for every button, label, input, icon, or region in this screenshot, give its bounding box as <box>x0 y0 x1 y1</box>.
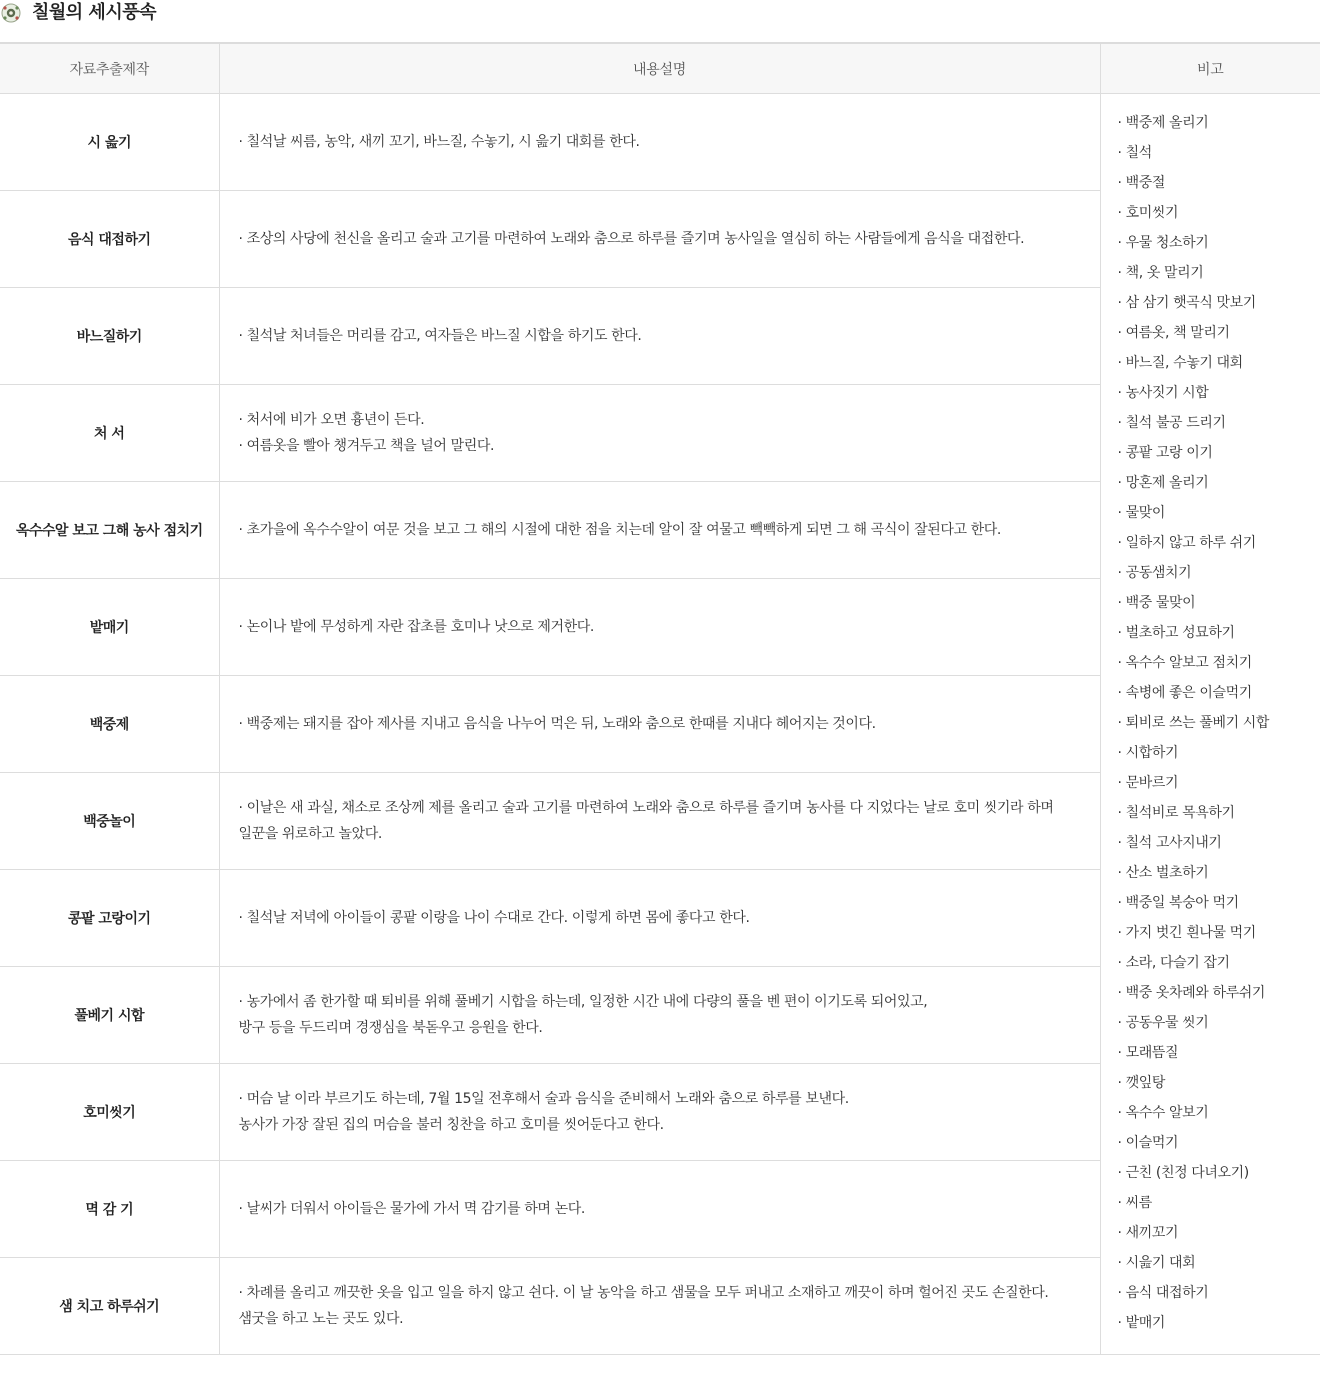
description-line: · 농가에서 좀 한가할 때 퇴비를 위해 풀베기 시합을 하는데, 일정한 시간 내에 다량의 풀을 벤 편이 이기도록 되어있고, <box>238 994 928 1010</box>
custom-name: 풀베기 시합 <box>0 967 219 1064</box>
header-source: 자료추출제작 <box>0 43 219 94</box>
custom-description <box>219 1064 1100 1161</box>
note-item: · 여름옷, 책 말리기 <box>1117 325 1230 341</box>
description-line: · 조상의 사당에 천신을 올리고 술과 고기를 마련하여 노래와 춤으로 하루를 즐기며 농사일을 열심히 하는 사람들에게 음식을 대접한다. <box>238 231 1025 247</box>
note-item: · 퇴비로 쓰는 풀베기 시합 <box>1117 715 1269 731</box>
custom-name: 밭매기 <box>0 579 219 676</box>
description-line: · 칠석날 씨름, 농악, 새끼 꼬기, 바느질, 수놓기, 시 읊기 대회를 한다. <box>238 134 640 150</box>
custom-name: 처 서 <box>0 385 219 482</box>
description-line: · 차례를 올리고 깨끗한 옷을 입고 일을 하지 않고 쉰다. 이 날 농악을 하고 샘물을 모두 퍼내고 소재하고 깨끗이 하며 헐어진 곳도 손질한다. <box>238 1285 1049 1301</box>
note-item: · 망혼제 올리기 <box>1117 475 1209 491</box>
description-line: · 초가을에 옥수수알이 여문 것을 보고 그 해의 시절에 대한 점을 치는데 알이 잘 여물고 빽빽하게 되면 그 해 곡식이 잘된다고 한다. <box>238 522 1001 538</box>
note-item: · 씨름 <box>1117 1195 1152 1211</box>
page-title: 칠월의 세시풍속 <box>32 2 156 23</box>
header-notes: 비고 <box>1100 43 1320 94</box>
note-item: · 가지 벗긴 흰나물 먹기 <box>1117 925 1256 941</box>
note-item: · 책, 옷 말리기 <box>1117 265 1204 281</box>
note-item: · 칠석비로 목욕하기 <box>1117 805 1235 821</box>
ornament-icon <box>0 2 22 24</box>
note-item: · 깻잎탕 <box>1117 1075 1165 1091</box>
title-bar <box>0 0 1320 28</box>
note-item: · 백중일 복숭아 먹기 <box>1117 895 1239 911</box>
custom-description <box>219 385 1100 482</box>
table-header-row <box>0 43 1320 94</box>
note-item: · 공동우물 씻기 <box>1117 1015 1209 1031</box>
custom-description <box>219 288 1100 385</box>
custom-name: 백중놀이 <box>0 773 219 870</box>
note-item: · 칠석 <box>1117 145 1152 161</box>
description-line: · 머슴 날 이라 부르기도 하는데, 7월 15일 전후해서 술과 음식을 준비해서 노래와 춤으로 하루를 보낸다. <box>238 1091 849 1107</box>
custom-name: 시 읊기 <box>0 94 219 191</box>
note-item: · 일하지 않고 하루 쉬기 <box>1117 535 1256 551</box>
note-item: · 소라, 다슬기 잡기 <box>1117 955 1230 971</box>
note-item: · 속병에 좋은 이슬먹기 <box>1117 685 1252 701</box>
notes-list <box>1100 94 1320 1355</box>
description-line: 일꾼을 위로하고 놀았다. <box>238 826 382 842</box>
note-item: · 칠석 고사지내기 <box>1117 835 1222 851</box>
custom-name: 백중제 <box>0 676 219 773</box>
description-line: · 칠석날 처녀들은 머리를 감고, 여자들은 바느질 시합을 하기도 한다. <box>238 328 642 344</box>
note-item: · 공동샘치기 <box>1117 565 1192 581</box>
note-item: · 삼 삼기 햇곡식 맛보기 <box>1117 295 1256 311</box>
note-item: · 바느질, 수놓기 대회 <box>1117 355 1243 371</box>
note-item: · 칠석 불공 드리기 <box>1117 415 1226 431</box>
header-description: 내용설명 <box>219 43 1100 94</box>
note-item: · 근친 (친정 다녀오기) <box>1117 1165 1249 1181</box>
note-item: · 우물 청소하기 <box>1117 235 1209 251</box>
note-item: · 모래뜸질 <box>1117 1045 1179 1061</box>
description-line: 농사가 가장 잘된 집의 머슴을 불러 칭찬을 하고 호미를 씻어둔다고 한다. <box>238 1117 664 1133</box>
custom-description <box>219 191 1100 288</box>
note-item: · 새끼꼬기 <box>1117 1225 1179 1241</box>
description-line: 방구 등을 두드리며 경쟁심을 북돋우고 응원을 한다. <box>238 1020 543 1036</box>
note-item: · 백중제 올리기 <box>1117 115 1209 131</box>
custom-name: 바느질하기 <box>0 288 219 385</box>
description-line: · 날씨가 더워서 아이들은 물가에 가서 멱 감기를 하며 논다. <box>238 1201 585 1217</box>
note-item: · 문바르기 <box>1117 775 1179 791</box>
note-item: · 음식 대접하기 <box>1117 1285 1209 1301</box>
note-item: · 옥수수 알보고 점치기 <box>1117 655 1252 671</box>
custom-description <box>219 967 1100 1064</box>
table-row <box>0 94 1320 191</box>
custom-description <box>219 579 1100 676</box>
description-line: · 칠석날 저녁에 아이들이 콩팥 이랑을 나이 수대로 간다. 이렇게 하면 몸에 좋다고 한다. <box>238 910 750 926</box>
note-item: · 시합하기 <box>1117 745 1179 761</box>
description-line: · 처서에 비가 오면 흉년이 든다. <box>238 412 425 428</box>
note-item: · 백중 옷차례와 하루쉬기 <box>1117 985 1265 1001</box>
note-item: · 콩팥 고랑 이기 <box>1117 445 1213 461</box>
custom-description <box>219 773 1100 870</box>
custom-description <box>219 94 1100 191</box>
note-item: · 이슬먹기 <box>1117 1135 1179 1151</box>
custom-description <box>219 482 1100 579</box>
customs-table <box>0 42 1320 1355</box>
description-line: · 백중제는 돼지를 잡아 제사를 지내고 음식을 나누어 먹은 뒤, 노래와 춤으로 한때를 지내다 헤어지는 것이다. <box>238 716 876 732</box>
custom-name: 멱 감 기 <box>0 1161 219 1258</box>
description-line: · 여름옷을 빨아 챙겨두고 책을 널어 말린다. <box>238 438 495 454</box>
description-line: · 논이나 밭에 무성하게 자란 잡초를 호미나 낫으로 제거한다. <box>238 619 594 635</box>
note-item: · 밭매기 <box>1117 1315 1165 1331</box>
note-item: · 벌초하고 성묘하기 <box>1117 625 1235 641</box>
custom-description <box>219 1258 1100 1355</box>
custom-name: 콩팥 고랑이기 <box>0 870 219 967</box>
note-item: · 호미씻기 <box>1117 205 1179 221</box>
note-item: · 백중절 <box>1117 175 1165 191</box>
custom-name: 호미씻기 <box>0 1064 219 1161</box>
custom-description <box>219 870 1100 967</box>
custom-name: 음식 대접하기 <box>0 191 219 288</box>
description-line: · 이날은 새 과실, 채소로 조상께 제를 올리고 술과 고기를 마련하여 노래와 춤으로 하루를 즐기며 농사를 다 지었다는 날로 호미 씻기라 하며 <box>238 800 1054 816</box>
custom-name: 옥수수알 보고 그해 농사 점치기 <box>0 482 219 579</box>
note-item: · 백중 물맞이 <box>1117 595 1196 611</box>
note-item: · 물맞이 <box>1117 505 1165 521</box>
note-item: · 옥수수 알보기 <box>1117 1105 1209 1121</box>
description-line: 샘굿을 하고 노는 곳도 있다. <box>238 1311 404 1327</box>
custom-description <box>219 1161 1100 1258</box>
custom-name: 샘 치고 하루쉬기 <box>0 1258 219 1355</box>
note-item: · 농사짓기 시합 <box>1117 385 1209 401</box>
note-item: · 시읊기 대회 <box>1117 1255 1196 1271</box>
custom-description <box>219 676 1100 773</box>
note-item: · 산소 벌초하기 <box>1117 865 1209 881</box>
